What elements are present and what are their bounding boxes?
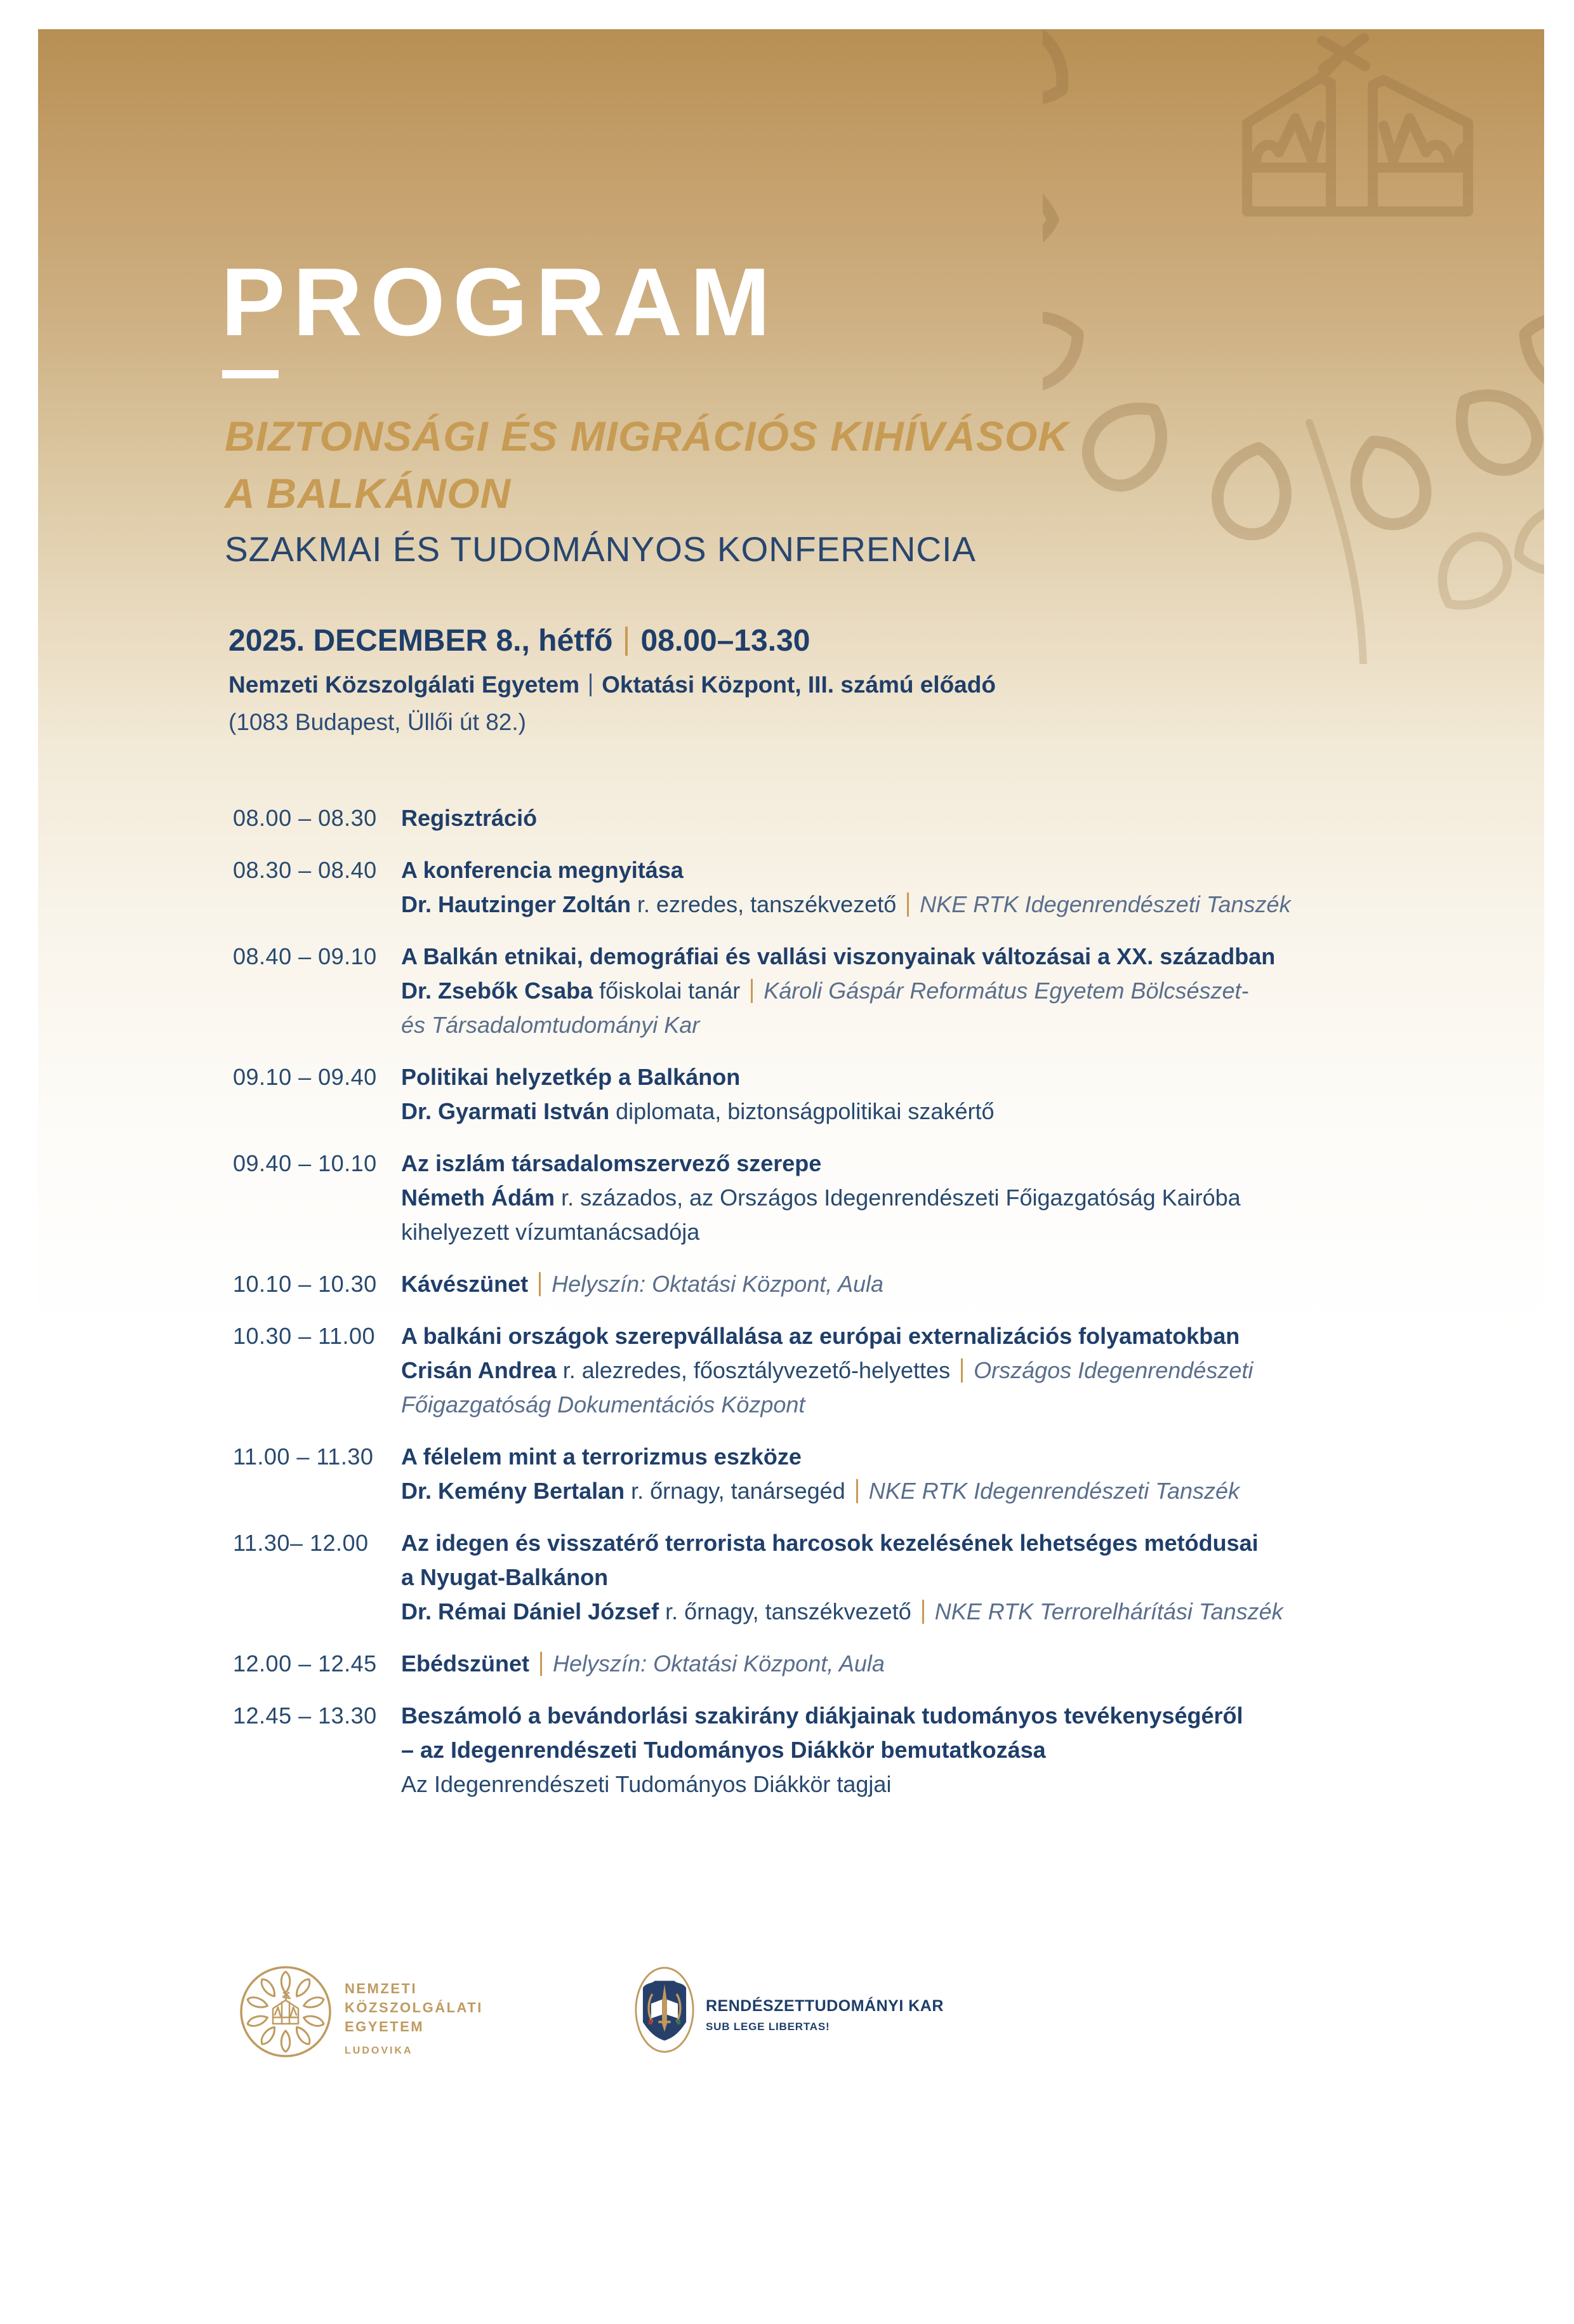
- schedule-row: [233, 1699, 1291, 1802]
- gold-divider-icon: [961, 1358, 963, 1383]
- session-text-bold: A konferencia megnyitása: [401, 857, 684, 883]
- time-range: 08.30 – 08.40: [233, 857, 377, 883]
- session-text-bold: Dr. Gyarmati István: [401, 1098, 610, 1124]
- session-text-bold: Dr. Zsebők Csaba: [401, 978, 593, 1004]
- session-text-bold: A félelem mint a terrorizmus eszköze: [401, 1444, 802, 1470]
- session-line: [401, 1146, 1241, 1181]
- gold-divider-icon: [540, 1652, 542, 1676]
- session-lines: [401, 1319, 1253, 1422]
- time-range: 08.00 – 08.30: [233, 805, 377, 831]
- session-text: Az Idegenrendészeti Tudományos Diákkör tagjai: [401, 1771, 892, 1797]
- gold-divider-icon: [922, 1600, 924, 1624]
- event-date: 2025. DECEMBER 8., hétfő: [228, 624, 613, 658]
- session-lines: [401, 1060, 994, 1129]
- gold-divider-icon: [907, 893, 909, 917]
- session-line: [401, 1440, 1240, 1474]
- event-time: 08.00–13.30: [640, 624, 810, 658]
- session-line: [401, 974, 1275, 1008]
- session-text: főiskolai tanár: [593, 978, 741, 1004]
- crown-icon: [273, 1993, 298, 2024]
- session-text-bold: A balkáni országok szerepvállalása az európai externalizációs folyamatokban: [401, 1323, 1240, 1349]
- session-line: [401, 1008, 1275, 1042]
- rtk-logo-icon: [634, 1964, 695, 2056]
- session-line: [401, 1388, 1253, 1422]
- subtitle-line1: BIZTONSÁGI ÉS MIGRÁCIÓS KIHÍVÁSOK: [225, 413, 1069, 460]
- session-text-bold: Németh Ádám: [401, 1185, 555, 1211]
- session-text-bold: Dr. Kemény Bertalan: [401, 1478, 625, 1504]
- nke-logo-text: [345, 1979, 483, 2057]
- schedule: [233, 801, 1291, 1802]
- event-info: [228, 623, 996, 736]
- session-line: [401, 1733, 1243, 1767]
- navy-divider-icon: [590, 674, 592, 696]
- session-affiliation: Károli Gáspár Református Egyetem Bölcsészet-: [764, 978, 1249, 1004]
- session-text-bold: Politikai helyzetkép a Balkánon: [401, 1064, 741, 1090]
- rtk-logo-text: [706, 1997, 944, 2033]
- session-line: [401, 1060, 994, 1094]
- session-text-bold: a Nyugat-Balkánon: [401, 1564, 609, 1590]
- header-ornament-icon: [1043, 29, 1544, 664]
- session-affiliation: Helyszín: Oktatási Központ, Aula: [552, 1271, 883, 1297]
- schedule-row: [233, 1647, 1291, 1681]
- session-line: [401, 1353, 1253, 1388]
- session-line: [401, 853, 1291, 887]
- session-affiliation: Országos Idegenrendészeti: [974, 1357, 1253, 1383]
- time-range: 10.30 – 11.00: [233, 1323, 376, 1349]
- schedule-row: [233, 801, 1291, 835]
- session-line: [401, 940, 1275, 974]
- event-address: (1083 Budapest, Üllői út 82.): [228, 709, 526, 735]
- session-text-bold: Regisztráció: [401, 805, 538, 831]
- session-line: [401, 1647, 885, 1681]
- nke-logo-icon: [238, 1964, 333, 2059]
- session-line: [401, 1526, 1283, 1560]
- session-line: [401, 1595, 1283, 1629]
- session-text-bold: Az idegen és visszatérő terrorista harcosok kezelésének lehetséges metódusai: [401, 1530, 1259, 1556]
- session-line: [401, 1474, 1240, 1508]
- session-lines: [401, 1647, 885, 1681]
- time-range: 09.10 – 09.40: [233, 1064, 377, 1090]
- nke-name-line1: NEMZETI: [345, 1981, 418, 1996]
- session-text-bold: Crisán Andrea: [401, 1357, 557, 1383]
- session-text-bold: – az Idegenrendészeti Tudományos Diákkör bemutatkozása: [401, 1737, 1046, 1763]
- venue-university: Nemzeti Közszolgálati Egyetem: [228, 672, 580, 698]
- nke-name-line2: KÖZSZOLGÁLATI: [345, 2000, 483, 2015]
- session-affiliation: NKE RTK Terrorelhárítási Tanszék: [934, 1598, 1283, 1624]
- session-line: [401, 1267, 883, 1301]
- session-text-bold: Ebédszünet: [401, 1650, 530, 1677]
- gold-divider-icon: [856, 1479, 858, 1503]
- session-text: kihelyezett vízumtanácsadója: [401, 1219, 700, 1245]
- gold-divider-icon: [625, 627, 628, 656]
- session-text: diplomata, biztonságpolitikai szakértő: [609, 1098, 995, 1124]
- rtk-faculty-name: RENDÉSZETTUDOMÁNYI KAR: [706, 1997, 944, 2015]
- schedule-row: [233, 1060, 1291, 1129]
- session-line: [401, 1181, 1241, 1215]
- session-affiliation: Főigazgatóság Dokumentációs Központ: [401, 1391, 805, 1418]
- session-lines: [401, 1146, 1241, 1249]
- gold-divider-icon: [751, 979, 753, 1003]
- time-range: 08.40 – 09.10: [233, 943, 377, 969]
- venue-room: Oktatási Központ, III. számú előadó: [602, 672, 996, 698]
- schedule-row: [233, 1319, 1291, 1422]
- time-range: 12.45 – 13.30: [233, 1703, 377, 1729]
- time-range: 11.30– 12.00: [233, 1530, 369, 1556]
- session-lines: [401, 1699, 1243, 1802]
- time-range: 09.40 – 10.10: [233, 1150, 377, 1176]
- schedule-row: [233, 1146, 1291, 1249]
- schedule-row: [233, 1440, 1291, 1508]
- subtitle-line3: SZAKMAI ÉS TUDOMÁNYOS KONFERENCIA: [225, 529, 977, 569]
- session-line: [401, 1560, 1283, 1595]
- session-text: r. őrnagy, tanszékvezető: [659, 1598, 911, 1624]
- session-text: r. őrnagy, tanársegéd: [625, 1478, 845, 1504]
- title-underline-bar: [222, 370, 279, 378]
- session-lines: [401, 1440, 1240, 1508]
- session-text: r. ezredes, tanszékvezető: [631, 891, 897, 917]
- time-range: 11.00 – 11.30: [233, 1444, 374, 1470]
- session-text-bold: Kávészünet: [401, 1271, 529, 1297]
- session-text: r. százados, az Országos Idegenrendészeti Főigazgatóság Kairóba: [555, 1185, 1241, 1211]
- schedule-row: [233, 1267, 1291, 1301]
- gold-divider-icon: [539, 1272, 541, 1296]
- session-affiliation: és Társadalomtudományi Kar: [401, 1012, 700, 1038]
- session-affiliation: NKE RTK Idegenrendészeti Tanszék: [920, 891, 1291, 917]
- nke-name-line3: EGYETEM: [345, 2019, 425, 2035]
- session-text-bold: A Balkán etnikai, demográfiai és vallási viszonyainak változásai a XX. században: [401, 943, 1276, 969]
- session-lines: [401, 1267, 883, 1301]
- session-lines: [401, 853, 1291, 922]
- time-range: 12.00 – 12.45: [233, 1650, 377, 1677]
- session-affiliation: NKE RTK Idegenrendészeti Tanszék: [868, 1478, 1240, 1504]
- schedule-row: [233, 1526, 1291, 1629]
- session-line: [401, 801, 537, 835]
- conference-subtitle: [225, 408, 1069, 571]
- session-line: [401, 1319, 1253, 1353]
- event-date-time: [228, 623, 996, 658]
- session-line: [401, 1767, 1243, 1802]
- schedule-row: [233, 940, 1291, 1042]
- page-title: PROGRAM: [221, 248, 778, 356]
- time-range: 10.10 – 10.30: [233, 1271, 377, 1297]
- event-venue: [228, 672, 996, 698]
- session-text-bold: Dr. Rémai Dániel József: [401, 1598, 659, 1624]
- rtk-motto: SUB LEGE LIBERTAS!: [706, 2021, 830, 2033]
- session-line: [401, 887, 1291, 922]
- schedule-row: [233, 853, 1291, 922]
- session-text-bold: Beszámoló a bevándorlási szakirány diákjainak tudományos tevékenységéről: [401, 1703, 1243, 1729]
- session-line: [401, 1094, 994, 1129]
- nke-ludovika-label: LUDOVIKA: [345, 2045, 413, 2056]
- session-lines: [401, 1526, 1283, 1629]
- session-text: r. alezredes, főosztályvezető-helyettes: [556, 1357, 951, 1383]
- session-text-bold: Dr. Hautzinger Zoltán: [401, 891, 632, 917]
- session-lines: [401, 940, 1275, 1042]
- subtitle-line2: A BALKÁNON: [225, 470, 512, 517]
- session-lines: [401, 801, 537, 835]
- session-affiliation: Helyszín: Oktatási Központ, Aula: [553, 1650, 885, 1677]
- session-line: [401, 1215, 1241, 1249]
- session-text-bold: Az iszlám társadalomszervező szerepe: [401, 1150, 822, 1176]
- session-line: [401, 1699, 1243, 1733]
